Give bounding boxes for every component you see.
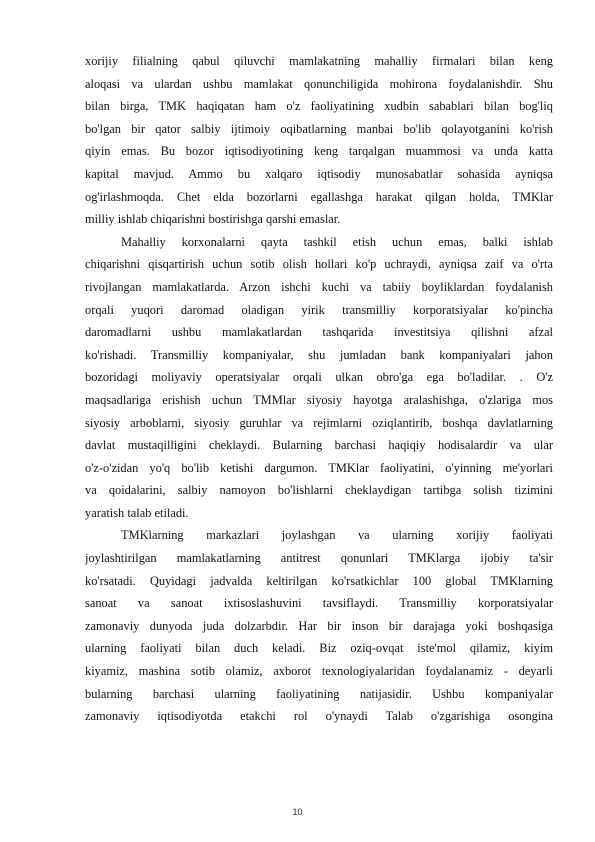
text-line: chiqarishni qisqartirish uchun sotib olish hollari ko'p uchraydi, ayniqsa zaif va o'rta bbox=[85, 257, 553, 272]
text-line: maqsadlariga erishish uchun TMMlar siyosiy hayotga aralashishga, o'zlariga mos bbox=[85, 392, 553, 407]
text-line: xorijiy filialning qabul qiluvchi mamlakatning mahalliy firmalari bilan keng bbox=[85, 54, 553, 68]
page-number: 10 bbox=[292, 807, 303, 817]
text-line: va qoidalarini, salbiy namoyon bo'lishlarni cheklaydigan tartibga solish tizimini bbox=[85, 483, 553, 498]
text-line: og'irlashmoqda. Chet elda bozorlarni egallashga harakat qilgan holda, TMKlar bbox=[85, 189, 553, 204]
text-line: kiyamiz, mashina sotib olamiz, axborot texnologiyalaridan foydalanamiz - deyarli bbox=[85, 664, 553, 679]
paragraph-3 bbox=[85, 524, 553, 727]
text-line: siyosiy arboblarni, siyosiy guruhlar va rejimlarni oziqlantirib, boshqa davlatlarning bbox=[85, 415, 553, 430]
paragraph-1 bbox=[85, 50, 553, 231]
text-line: aloqasi va ulardan ushbu mamlakat qonunchiligida mohirona foydalanishdir. Shu bbox=[85, 76, 553, 91]
text-line: rivojlangan mamlakatlarda. Arzon ishchi kuchi va tabiiy boyliklardan foydalanish bbox=[85, 279, 553, 294]
text-line: ko'rishadi. Transmilliy kompaniyalar, shu jumladan bank kompaniyalari jahon bbox=[85, 347, 553, 362]
text-line: orqali yuqori daromad oladigan yirik transmilliy korporatsiyalar ko'pincha bbox=[85, 302, 553, 317]
text-line: o'z-o'zidan yo'q bo'lib ketishi dargumon. TMKlar faoliyatini, o'yinning me'yorlari bbox=[85, 460, 553, 475]
text-line: joylashtirilgan mamlakatlarning antitrest qonunlari TMKlarga ijobiy ta'sir bbox=[85, 551, 553, 566]
paragraph-2 bbox=[85, 231, 553, 525]
document-body bbox=[85, 50, 553, 728]
text-line: qiyin emas. Bu bozor iqtisodiyotining keng tarqalgan muammosi va unda katta bbox=[85, 144, 553, 159]
text-line: Mahalliy korxonalarni qayta tashkil etish uchun emas, balki ishlab bbox=[121, 234, 553, 249]
text-line: daromadlarni ushbu mamlakatlardan tashqarida investitsiya qilishni afzal bbox=[85, 325, 553, 340]
text-line: TMKlarning markazlari joylashgan va ularning xorijiy faoliyati bbox=[121, 528, 553, 543]
text-line: davlat mustaqilligini cheklaydi. Bularning barchasi haqiqiy hodisalardir va ular bbox=[85, 438, 553, 453]
text-line: bo'lgan bir qator salbiy ijtimoiy oqibatlarning manbai bo'lib qolayotganini ko'rish bbox=[85, 121, 553, 136]
text-line: milliy ishlab chiqarishni bostirishga qarshi emaslar. bbox=[85, 212, 341, 227]
text-line: bularning barchasi ularning faoliyatining natijasidir. Ushbu kompaniyalar bbox=[85, 686, 553, 701]
text-line: zamonaviy dunyoda juda dolzarbdir. Har bir inson bir darajaga yoki boshqasiga bbox=[85, 618, 553, 633]
text-line: zamonaviy iqtisodiyotda etakchi rol o'ynaydi Talab o'zgarishiga osongina bbox=[85, 709, 553, 724]
text-line: ularning faoliyati bilan duch keladi. Biz oziq-ovqat iste'mol qilamiz, kiyim bbox=[85, 641, 553, 656]
text-line: kapital mavjud. Ammo bu xalqaro iqtisodiy munosabatlar sohasida ayniqsa bbox=[85, 166, 553, 181]
text-line: bozoridagi moliyaviy operatsiyalar orqali ulkan obro'ga ega bo'ladilar. . O'z bbox=[85, 370, 553, 385]
text-line: sanoat va sanoat ixtisoslashuvini tavsiflaydi. Transmilliy korporatsiyalar bbox=[85, 596, 553, 611]
text-line: yaratish talab etiladi. bbox=[85, 505, 189, 520]
text-line: bilan birga, TMK haqiqatan ham o'z faoliyatining xudbin sabablari bilan bog'liq bbox=[85, 99, 553, 114]
text-line: ko'rsatadi. Quyidagi jadvalda keltirilgan ko'rsatkichlar 100 global TMKlarning bbox=[85, 573, 553, 588]
